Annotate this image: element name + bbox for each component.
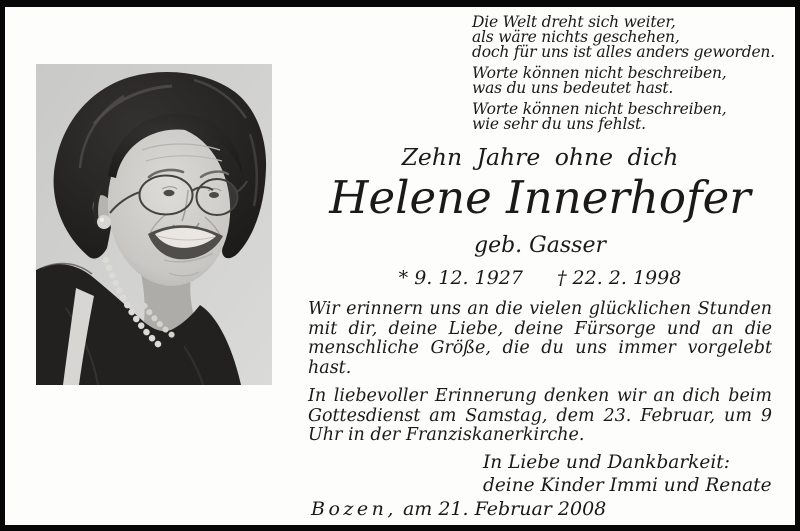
pearl-earring — [97, 215, 111, 229]
maiden-name: geb. Gasser — [474, 233, 606, 258]
poem-line: Worte können nicht beschreiben, — [472, 64, 727, 82]
death-date: † 22. 2. 1998 — [557, 267, 682, 289]
poem-line: als wäre nichts geschehen, — [472, 28, 680, 46]
pre-title: Zehn Jahre ohne dich — [401, 143, 679, 171]
deceased-name: Helene Innerhofer — [329, 171, 751, 224]
place-and-date — [311, 498, 606, 520]
poem-line: doch für uns ist alles anders geworden. — [472, 43, 775, 61]
poem-stanza-2 — [472, 66, 793, 96]
closing-line-children: deine Kinder Immi und Renate — [483, 474, 772, 496]
poem-stanza-3 — [472, 102, 793, 132]
poem-line: wie sehr du uns fehlst. — [472, 115, 646, 133]
memorial-poem — [472, 15, 793, 138]
remembrance-paragraph: Wir erinnern uns an die vielen glücklichen Stunden mit dir, deine Liebe, deine Fürsorge und an die menschliche Größe, die du uns immer vorgelebt hast. — [308, 299, 772, 378]
closing-block — [483, 452, 772, 497]
place-name: Bozen, — [311, 498, 397, 520]
poem-stanza-1 — [472, 15, 793, 60]
poem-line: was du uns bedeutet hast. — [472, 79, 674, 97]
life-dates — [308, 267, 772, 289]
poem-line: Die Welt dreht sich weiter, — [472, 13, 676, 31]
closing-line-gratitude: In Liebe und Dankbarkeit: — [483, 452, 730, 473]
birth-date: * 9. 12. 1927 — [398, 267, 523, 289]
poem-line: Worte können nicht beschreiben, — [472, 100, 727, 118]
service-announcement-paragraph: In liebevoller Erinnerung denken wir an dich beim Gottesdienst am Samstag, dem 23. Februar, um 9 Uhr in der Franziskanerkirche. — [308, 386, 772, 445]
date-text: am 21. Februar 2008 — [402, 498, 607, 520]
portrait-photo — [36, 64, 272, 385]
